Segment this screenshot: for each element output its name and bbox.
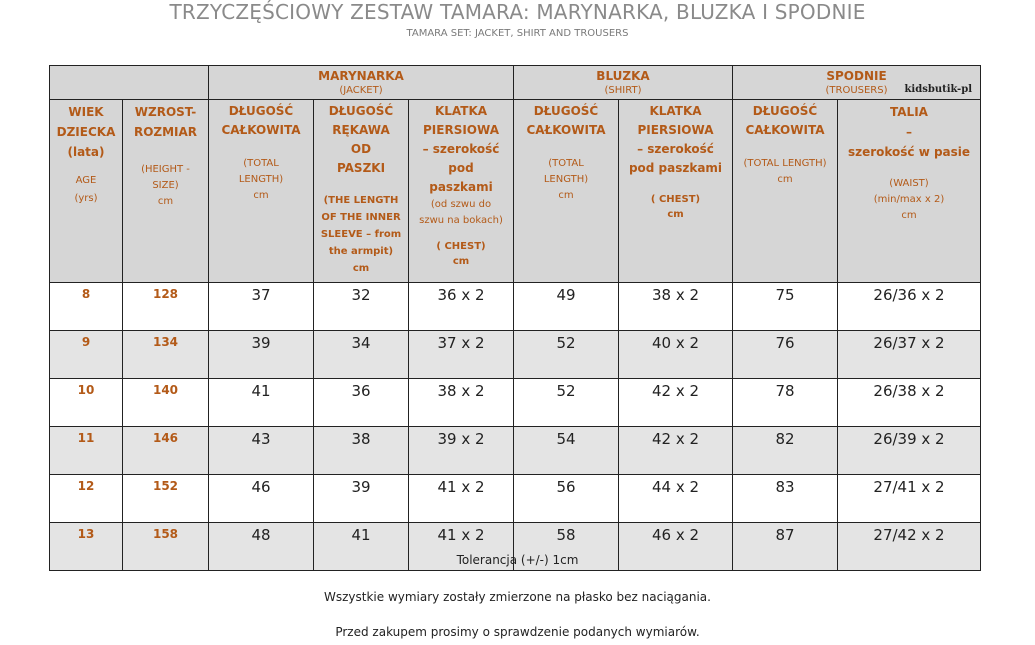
cell-trousers-length: 83 bbox=[733, 475, 838, 523]
table-row bbox=[50, 427, 981, 475]
header-line: cm bbox=[558, 190, 574, 201]
group-header-trousers bbox=[733, 66, 981, 100]
cell-height: 134 bbox=[123, 331, 209, 379]
table-row bbox=[50, 331, 981, 379]
cell-shirt-length: 56 bbox=[514, 475, 619, 523]
cell-height: 152 bbox=[123, 475, 209, 523]
header-line: cm bbox=[901, 210, 917, 221]
cell-age: 10 bbox=[50, 379, 123, 427]
header-line: (HEIGHT - bbox=[141, 164, 190, 175]
header-line: (TOTAL LENGTH) bbox=[743, 158, 827, 169]
cell-shirt-length: 52 bbox=[514, 331, 619, 379]
size-table bbox=[49, 65, 981, 571]
cell-jacket-length: 37 bbox=[209, 283, 314, 331]
header-line: (THE LENGTH bbox=[323, 195, 399, 206]
header-line: ( CHEST) bbox=[650, 194, 701, 205]
cell-shirt-length: 52 bbox=[514, 379, 619, 427]
cell-trousers-waist: 26/39 x 2 bbox=[838, 427, 981, 475]
cell-jacket-length: 46 bbox=[209, 475, 314, 523]
header-line: KLATKA bbox=[434, 104, 488, 118]
header-line: CAŁKOWITA bbox=[221, 123, 301, 137]
cell-shirt-chest: 44 x 2 bbox=[619, 475, 733, 523]
cell-jacket-sleeve: 39 bbox=[314, 475, 409, 523]
header-line: szwu na bokach) bbox=[419, 215, 503, 226]
cell-shirt-length: 54 bbox=[514, 427, 619, 475]
column-header-row bbox=[50, 100, 981, 283]
header-line: KLATKA bbox=[649, 104, 702, 118]
cell-shirt-length: 58 bbox=[514, 523, 619, 571]
header-line: CAŁKOWITA bbox=[745, 123, 825, 137]
check-note: Przed zakupem prosimy o sprawdzenie podanych wymiarów. bbox=[335, 625, 700, 639]
cell-shirt-chest: 38 x 2 bbox=[619, 283, 733, 331]
cell-jacket-sleeve: 41 bbox=[314, 523, 409, 571]
cell-trousers-length: 76 bbox=[733, 331, 838, 379]
page-title: TRZYCZĘŚCIOWY ZESTAW TAMARA: MARYNARKA, BLUZKA I SPODNIE bbox=[169, 0, 866, 24]
header-line: LENGTH) bbox=[238, 174, 284, 185]
header-line: ( CHEST) bbox=[436, 241, 486, 252]
cell-jacket-sleeve: 32 bbox=[314, 283, 409, 331]
cell-jacket-chest: 39 x 2 bbox=[409, 427, 514, 475]
header-line: (WAIST) bbox=[889, 178, 929, 189]
col-header-jacket-chest bbox=[409, 100, 514, 283]
header-line: cm bbox=[352, 263, 370, 274]
cell-age: 9 bbox=[50, 331, 123, 379]
group-label: BLUZKA bbox=[596, 69, 650, 83]
measurement-note: Wszystkie wymiary zostały zmierzone na płasko bez naciągania. bbox=[324, 590, 711, 604]
group-header-empty bbox=[50, 66, 209, 100]
header-line: (lata) bbox=[67, 145, 105, 159]
cell-age: 8 bbox=[50, 283, 123, 331]
group-header-row bbox=[50, 66, 981, 100]
cell-height: 128 bbox=[123, 283, 209, 331]
group-label-en: (TROUSERS) bbox=[825, 85, 888, 96]
group-label: SPODNIE bbox=[826, 69, 887, 83]
cell-jacket-chest: 38 x 2 bbox=[409, 379, 514, 427]
cell-jacket-chest: 41 x 2 bbox=[409, 523, 514, 571]
cell-jacket-chest: 36 x 2 bbox=[409, 283, 514, 331]
header-line: – szerokość bbox=[422, 142, 500, 156]
cell-trousers-length: 78 bbox=[733, 379, 838, 427]
cell-shirt-length: 49 bbox=[514, 283, 619, 331]
cell-height: 140 bbox=[123, 379, 209, 427]
header-line: SIZE) bbox=[152, 180, 179, 191]
header-line: AGE bbox=[75, 175, 97, 186]
tolerance-note: Tolerancja (+/-) 1cm bbox=[456, 553, 579, 567]
col-header-shirt-length bbox=[514, 100, 619, 283]
header-line: cm bbox=[777, 174, 793, 185]
cell-trousers-length: 82 bbox=[733, 427, 838, 475]
header-line: LENGTH) bbox=[543, 174, 589, 185]
cell-trousers-waist: 26/36 x 2 bbox=[838, 283, 981, 331]
group-header-shirt bbox=[514, 66, 733, 100]
header-line: (TOTAL bbox=[548, 158, 584, 169]
cell-jacket-length: 48 bbox=[209, 523, 314, 571]
col-header-shirt-chest bbox=[619, 100, 733, 283]
header-line: – bbox=[906, 125, 912, 139]
cell-jacket-length: 39 bbox=[209, 331, 314, 379]
col-header-jacket-length bbox=[209, 100, 314, 283]
header-line: WIEK bbox=[68, 105, 104, 119]
header-line: PIERSIOWA bbox=[637, 123, 714, 137]
col-header-age bbox=[50, 100, 123, 283]
page-subtitle: TAMARA SET: JACKET, SHIRT AND TROUSERS bbox=[406, 28, 629, 39]
header-line: DŁUGOŚĆ bbox=[228, 104, 294, 118]
header-line: paszkami bbox=[429, 180, 493, 194]
header-line: CAŁKOWITA bbox=[526, 123, 606, 137]
header-line: cm bbox=[667, 209, 684, 220]
brand-watermark: kidsbutik-pl bbox=[904, 84, 972, 95]
cell-height: 146 bbox=[123, 427, 209, 475]
cell-trousers-waist: 27/42 x 2 bbox=[838, 523, 981, 571]
cell-shirt-chest: 42 x 2 bbox=[619, 427, 733, 475]
cell-jacket-sleeve: 36 bbox=[314, 379, 409, 427]
cell-height: 158 bbox=[123, 523, 209, 571]
header-line: DŁUGOŚĆ bbox=[533, 104, 599, 118]
header-line: OF THE INNER bbox=[321, 212, 401, 223]
header-line: (min/max x 2) bbox=[873, 194, 945, 205]
header-line: cm bbox=[253, 190, 269, 201]
header-line: cm bbox=[157, 196, 174, 207]
table-row bbox=[50, 379, 981, 427]
cell-age: 11 bbox=[50, 427, 123, 475]
cell-jacket-sleeve: 38 bbox=[314, 427, 409, 475]
header-line: TALIA bbox=[890, 105, 928, 119]
header-line: PASZKI bbox=[336, 161, 386, 175]
header-line: pod bbox=[448, 161, 474, 175]
header-line: WZROST- bbox=[134, 105, 197, 119]
cell-jacket-length: 43 bbox=[209, 427, 314, 475]
col-header-jacket-sleeve bbox=[314, 100, 409, 283]
cell-jacket-chest: 41 x 2 bbox=[409, 475, 514, 523]
header-line: cm bbox=[452, 256, 470, 267]
header-line: (TOTAL bbox=[243, 158, 279, 169]
header-line: OD bbox=[350, 142, 372, 156]
header-line: DZIECKA bbox=[56, 125, 116, 139]
header-line: pod paszkami bbox=[628, 161, 723, 175]
cell-shirt-chest: 46 x 2 bbox=[619, 523, 733, 571]
header-line: PIERSIOWA bbox=[423, 123, 499, 137]
cell-jacket-chest: 37 x 2 bbox=[409, 331, 514, 379]
header-line: DŁUGOŚĆ bbox=[752, 104, 818, 118]
cell-age: 12 bbox=[50, 475, 123, 523]
cell-trousers-waist: 27/41 x 2 bbox=[838, 475, 981, 523]
header-line: RĘKAWA bbox=[332, 123, 390, 137]
col-header-trousers-waist bbox=[838, 100, 981, 283]
group-label: MARYNARKA bbox=[318, 69, 404, 83]
cell-trousers-length: 87 bbox=[733, 523, 838, 571]
cell-trousers-waist: 26/38 x 2 bbox=[838, 379, 981, 427]
cell-jacket-sleeve: 34 bbox=[314, 331, 409, 379]
cell-shirt-chest: 40 x 2 bbox=[619, 331, 733, 379]
header-line: SLEEVE – from bbox=[320, 229, 402, 240]
cell-jacket-length: 41 bbox=[209, 379, 314, 427]
header-line: DŁUGOŚĆ bbox=[328, 104, 394, 118]
header-line: (od szwu do bbox=[430, 199, 492, 210]
col-header-trousers-length bbox=[733, 100, 838, 283]
col-header-height bbox=[123, 100, 209, 283]
header-line: ROZMIAR bbox=[133, 125, 198, 139]
header-line: the armpit) bbox=[328, 246, 394, 257]
header-line: – szerokość bbox=[637, 142, 714, 156]
header-line: (yrs) bbox=[74, 193, 98, 204]
table-row bbox=[50, 283, 981, 331]
group-header-jacket bbox=[209, 66, 514, 100]
table-row bbox=[50, 475, 981, 523]
cell-trousers-length: 75 bbox=[733, 283, 838, 331]
header-line: szerokość w pasie bbox=[847, 145, 971, 159]
group-label-en: (JACKET) bbox=[339, 85, 383, 96]
cell-age: 13 bbox=[50, 523, 123, 571]
cell-trousers-waist: 26/37 x 2 bbox=[838, 331, 981, 379]
cell-shirt-chest: 42 x 2 bbox=[619, 379, 733, 427]
group-label-en: (SHIRT) bbox=[604, 85, 642, 96]
